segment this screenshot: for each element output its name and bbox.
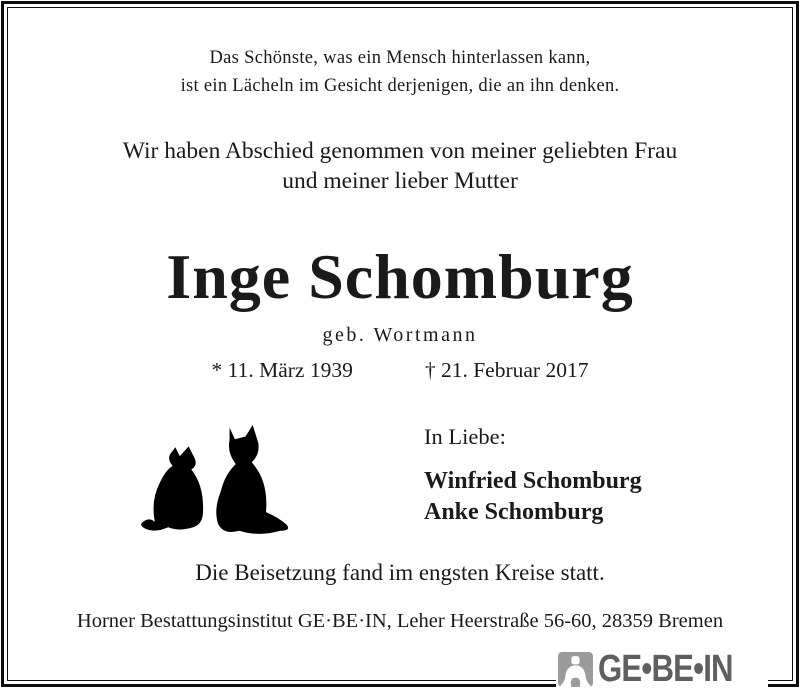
death-date: † 21. Februar 2017 [424,358,589,382]
farewell-intro-line-1: Wir haben Abschied genommen von meiner geliebten Frau [122,138,678,164]
mourners-list [424,466,642,528]
funeral-note: Die Beisetzung fand im engsten Kreise statt. [195,560,605,585]
mourner-name: Anke Schomburg [424,499,604,525]
farewell-block [424,424,642,528]
maiden-name: geb. Wortmann [322,324,478,346]
farewell-closing: In Liebe: [424,424,506,449]
farewell-intro-line-2: und meiner lieber Mutter [282,168,518,194]
middle-row [0,414,800,554]
gebein-logo [556,644,768,688]
two-cats-silhouette-icon [138,418,298,544]
life-dates [0,358,800,383]
mourner-name: Winfried Schomburg [424,468,642,494]
epigraph-line-2: ist ein Lächeln im Gesicht derjenigen, die an ihn denken. [180,76,620,96]
epigraph-quote [0,44,800,100]
gebein-logo-text: GE•BE•IN [598,648,733,690]
birth-date: * 11. März 1939 [211,358,353,382]
gebein-figure-icon [558,652,593,687]
farewell-intro [0,136,800,196]
funeral-home-address: Horner Bestattungsinstitut GE·BE·IN, Leher Heerstraße 56-60, 28359 Bremen [76,610,724,632]
epigraph-line-1: Das Schönste, was ein Mensch hinterlassen kann, [209,48,591,68]
deceased-name: Inge Schomburg [166,241,634,312]
